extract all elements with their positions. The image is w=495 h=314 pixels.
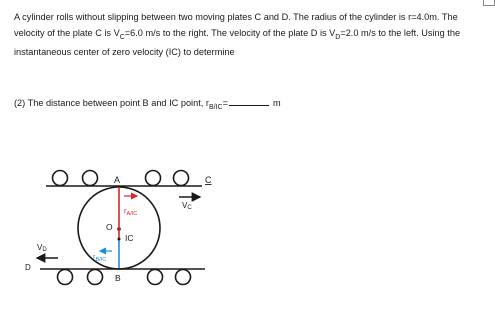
label-r-a-ic: $r_{A/IC}$ <box>124 206 138 217</box>
top-roller-4 <box>174 171 189 186</box>
bottom-roller-1 <box>58 270 73 285</box>
label-c: C <box>205 175 212 185</box>
label-vc: VC <box>182 201 192 211</box>
top-roller-3 <box>146 171 161 186</box>
bottom-roller-3 <box>148 270 163 285</box>
label-vd: VD <box>37 243 47 253</box>
question-equals: = <box>222 98 228 108</box>
label-r-b-ic: $r_{B/IC}$ <box>93 252 107 263</box>
bottom-roller-2 <box>88 270 103 285</box>
top-roller-1 <box>53 171 68 186</box>
bottom-roller-4 <box>176 270 191 285</box>
intro-text-1: A cylinder rolls without slipping between two moving plates C and D. The radius of the cylinder is r=4.0m. The velocity of the plate C is V <box>14 12 458 38</box>
label-b: B <box>115 273 121 283</box>
label-a: A <box>114 175 121 185</box>
intro-sub-c: C <box>119 33 125 41</box>
top-roller-2 <box>83 171 98 186</box>
question-unit: m <box>272 98 281 108</box>
label-d: D <box>25 263 31 272</box>
label-o: O <box>106 222 113 232</box>
ic-dot <box>118 238 121 241</box>
question-sub: B/IC <box>208 103 223 111</box>
question-prefix: (2) The distance between point B and IC point, r <box>14 98 209 108</box>
top-rollers <box>53 171 189 186</box>
label-ic: IC <box>125 233 134 243</box>
bottom-rollers <box>58 270 191 285</box>
intro-text-3: =2.0 m/s to the left. Using the instantaneous center of zero velocity (IC) to determine <box>14 27 461 58</box>
intro-sub-d: D <box>335 33 341 41</box>
intro-text-2: =6.0 m/s to the right. The velocity of the plate D is V <box>124 27 336 38</box>
